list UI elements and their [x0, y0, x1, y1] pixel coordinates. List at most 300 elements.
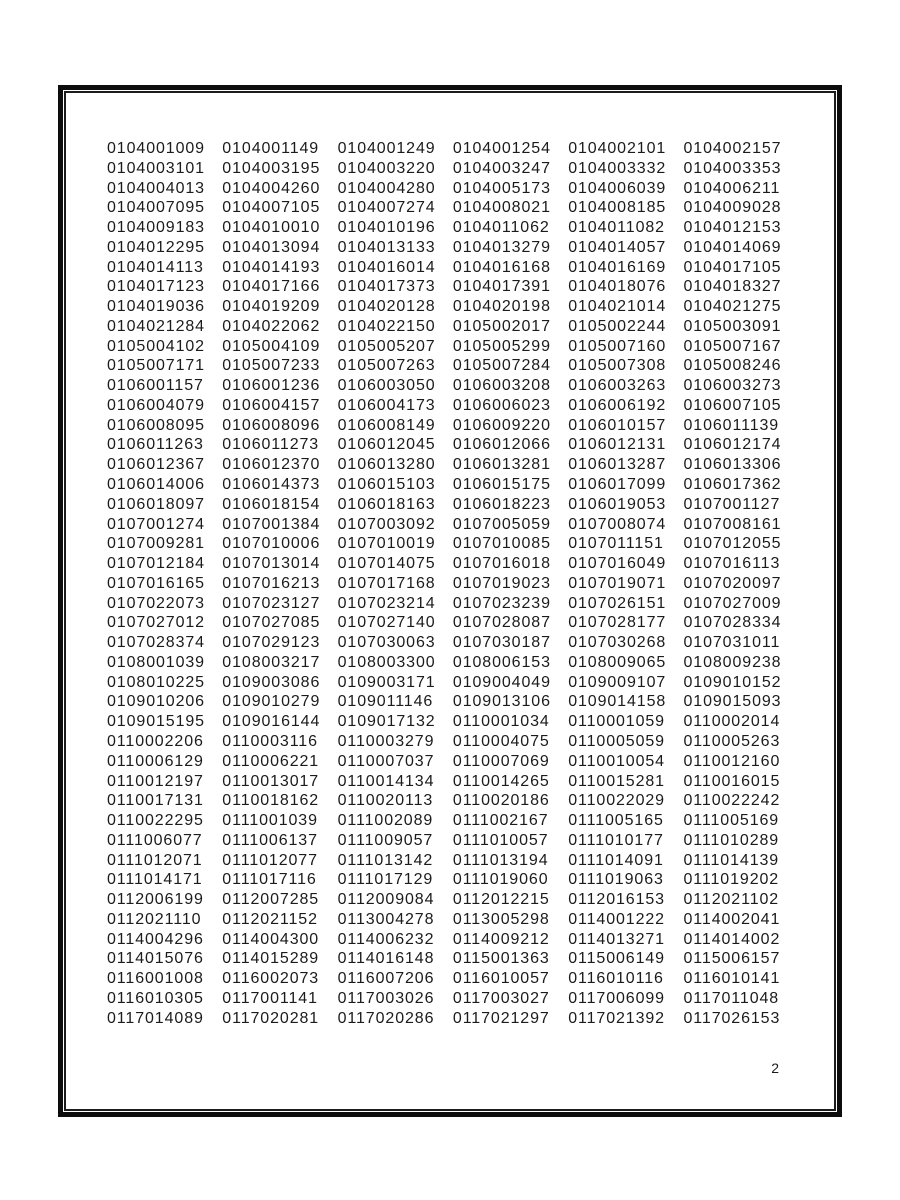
roll-number: 0117021297	[452, 1009, 550, 1027]
roll-number: 0108003217	[222, 653, 321, 671]
roll-number: 0104003101	[107, 159, 205, 177]
roll-number: 0105002244	[568, 317, 667, 335]
roll-number-row	[107, 712, 807, 732]
roll-number: 0106018154	[222, 495, 321, 513]
roll-number: 0110002014	[683, 713, 781, 731]
roll-number: 0110020113	[337, 792, 434, 810]
roll-number: 0106009220	[452, 416, 551, 434]
roll-number: 0107023127	[222, 594, 321, 612]
roll-number: 0110004075	[452, 732, 550, 750]
roll-number: 0114015076	[107, 950, 204, 968]
roll-number: 0111014091	[568, 851, 664, 869]
roll-number: 0109014158	[568, 693, 667, 711]
roll-number: 0104017123	[107, 278, 205, 296]
roll-number: 0111014139	[683, 851, 780, 869]
roll-number: 0111002089	[337, 812, 434, 830]
roll-number: 0104013279	[452, 238, 551, 256]
roll-number: 0110005059	[568, 732, 665, 750]
roll-number: 0110022295	[107, 812, 204, 830]
roll-number-row	[107, 356, 807, 376]
roll-number: 0112021110	[107, 910, 202, 928]
roll-number: 0107028177	[568, 614, 667, 632]
roll-number: 0106004173	[337, 396, 436, 414]
roll-number: 0106008095	[107, 416, 205, 434]
roll-number: 0106013280	[337, 456, 436, 474]
roll-number-row	[107, 435, 807, 455]
roll-number-row	[107, 910, 807, 930]
roll-number: 0109017132	[337, 713, 436, 731]
roll-number: 0104002157	[683, 140, 782, 157]
roll-number: 0114009212	[452, 930, 550, 948]
roll-number: 0107009281	[107, 535, 205, 553]
roll-number: 0107026151	[568, 594, 667, 612]
roll-number: 0104001149	[222, 140, 320, 157]
roll-number: 0104020128	[337, 298, 436, 316]
roll-number: 0106012045	[337, 436, 436, 454]
roll-number: 0105007171	[107, 357, 205, 375]
roll-number: 0105004102	[107, 337, 205, 355]
roll-number: 0109003171	[337, 673, 436, 691]
roll-number: 0105004109	[222, 337, 321, 355]
roll-number: 0111001039	[222, 812, 318, 830]
roll-number: 0114014002	[683, 930, 781, 948]
roll-number: 0104017373	[337, 278, 436, 296]
roll-number: 0105002017	[452, 317, 551, 335]
roll-number-row	[107, 337, 807, 357]
roll-number: 0104010196	[337, 219, 436, 237]
roll-number: 0106014373	[222, 476, 321, 494]
roll-number: 0106006023	[452, 396, 551, 414]
roll-number: 0104017166	[222, 278, 321, 296]
roll-number: 0107019023	[452, 574, 551, 592]
roll-number: 0112016153	[568, 891, 665, 909]
roll-number: 0117021392	[568, 1009, 665, 1027]
roll-number: 0104022150	[337, 317, 436, 335]
roll-number: 0110022242	[683, 792, 781, 810]
roll-number: 0104004013	[107, 179, 205, 197]
roll-number: 0105007233	[222, 357, 321, 375]
roll-number: 0104010010	[222, 219, 321, 237]
roll-number: 0107022073	[107, 594, 205, 612]
roll-number: 0107005059	[452, 515, 551, 533]
roll-number: 0107001274	[107, 515, 205, 533]
roll-number: 0107011151	[568, 535, 664, 553]
roll-number: 0104006211	[683, 179, 781, 197]
roll-number: 0108001039	[107, 653, 205, 671]
roll-number-row	[107, 198, 807, 218]
roll-number: 0104001009	[107, 140, 205, 157]
roll-number-row	[107, 772, 807, 792]
roll-number-row	[107, 376, 807, 396]
roll-number: 0111017116	[222, 871, 317, 889]
roll-number-grid	[107, 139, 807, 1028]
roll-number: 0106012131	[568, 436, 667, 454]
page-border-inner	[64, 91, 836, 1111]
roll-number-row	[107, 673, 807, 693]
roll-number: 0111019063	[568, 871, 664, 889]
roll-number: 0109004049	[452, 673, 551, 691]
roll-number: 0107028087	[452, 614, 551, 632]
roll-number: 0116007206	[337, 970, 435, 988]
roll-number: 0117011048	[683, 989, 780, 1007]
roll-number-row	[107, 416, 807, 436]
roll-number: 0105007263	[337, 357, 436, 375]
roll-number: 0104001249	[337, 140, 436, 157]
roll-number: 0109015093	[683, 693, 782, 711]
roll-number: 0104011082	[568, 219, 665, 237]
roll-number: 0111019060	[452, 871, 549, 889]
roll-number: 0117014089	[107, 1009, 204, 1027]
roll-number: 0104005173	[452, 179, 551, 197]
roll-number: 0111006137	[222, 831, 318, 849]
roll-number: 0104008185	[568, 199, 667, 217]
roll-number: 0107028334	[683, 614, 782, 632]
roll-number: 0115001363	[452, 950, 550, 968]
roll-number: 0107019071	[568, 574, 667, 592]
roll-number-row	[107, 653, 807, 673]
roll-number: 0106013281	[452, 456, 551, 474]
roll-number: 0106001157	[107, 377, 204, 395]
roll-number: 0104002101	[568, 140, 667, 157]
roll-number: 0107030187	[452, 634, 551, 652]
roll-number: 0104018327	[683, 278, 782, 296]
roll-number: 0110012197	[107, 772, 204, 790]
roll-number: 0107027140	[337, 614, 436, 632]
roll-number: 0104014057	[568, 238, 667, 256]
roll-number: 0110013017	[222, 772, 320, 790]
roll-number: 0106015103	[337, 476, 436, 494]
roll-number: 0106015175	[452, 476, 551, 494]
roll-number-row	[107, 277, 807, 297]
roll-number: 0117003026	[337, 989, 435, 1007]
roll-number: 0106011273	[222, 436, 320, 454]
roll-number: 0110006221	[222, 752, 320, 770]
roll-number: 0104003353	[683, 159, 782, 177]
roll-number-row	[107, 613, 807, 633]
roll-number-row	[107, 159, 807, 179]
roll-number: 0104017105	[683, 258, 782, 276]
roll-number-row	[107, 317, 807, 337]
roll-number: 0104009183	[107, 219, 205, 237]
roll-number: 0108010225	[107, 673, 205, 691]
roll-number: 0107016213	[222, 574, 321, 592]
roll-number: 0104019036	[107, 298, 205, 316]
roll-number-row	[107, 495, 807, 515]
roll-number: 0109011146	[337, 693, 434, 711]
roll-number: 0111012071	[107, 851, 203, 869]
roll-number: 0110015281	[568, 772, 665, 790]
roll-number: 0108006153	[452, 653, 551, 671]
roll-number: 0104014069	[683, 238, 782, 256]
roll-number: 0114006232	[337, 930, 435, 948]
roll-number: 0107010006	[222, 535, 321, 553]
roll-number: 0106011139	[683, 416, 780, 434]
roll-number: 0114016148	[337, 950, 435, 968]
roll-number: 0106012174	[683, 436, 782, 454]
roll-number: 0114002041	[683, 910, 781, 928]
roll-number: 0110020186	[452, 792, 550, 810]
roll-number-row	[107, 297, 807, 317]
roll-number: 0104004280	[337, 179, 436, 197]
roll-number: 0114004300	[222, 930, 320, 948]
roll-number: 0106013306	[683, 456, 782, 474]
roll-number: 0117001141	[222, 989, 318, 1007]
roll-number: 0104003220	[337, 159, 436, 177]
roll-number-row	[107, 238, 807, 258]
roll-number-row	[107, 396, 807, 416]
roll-number: 0107012055	[683, 535, 782, 553]
roll-number: 0116001008	[107, 970, 204, 988]
roll-number: 0107003092	[337, 515, 436, 533]
roll-number: 0110022029	[568, 792, 665, 810]
roll-number: 0107017168	[337, 574, 436, 592]
roll-number: 0106003050	[337, 377, 436, 395]
roll-number-row	[107, 139, 807, 159]
roll-number-row	[107, 258, 807, 278]
roll-number: 0107010019	[337, 535, 436, 553]
roll-number: 0107027085	[222, 614, 321, 632]
roll-number: 0107016165	[107, 574, 205, 592]
roll-number: 0109010152	[683, 673, 782, 691]
roll-number: 0107014075	[337, 555, 436, 573]
roll-number: 0109010206	[107, 693, 205, 711]
roll-number: 0111009057	[337, 831, 434, 849]
roll-number-row	[107, 791, 807, 811]
roll-number: 0106013287	[568, 456, 667, 474]
roll-number: 0109015195	[107, 713, 205, 731]
roll-number: 0110014265	[452, 772, 550, 790]
roll-number: 0107008074	[568, 515, 667, 533]
roll-number: 0111019202	[683, 871, 780, 889]
roll-number-row	[107, 851, 807, 871]
roll-number: 0108009065	[568, 653, 667, 671]
roll-number: 0106012066	[452, 436, 551, 454]
roll-number-row	[107, 870, 807, 890]
roll-number: 0104019209	[222, 298, 321, 316]
roll-number: 0111010289	[683, 831, 780, 849]
roll-number-row	[107, 752, 807, 772]
roll-number-row	[107, 831, 807, 851]
roll-number-row	[107, 732, 807, 752]
roll-number: 0107020097	[683, 574, 782, 592]
roll-number: 0106012370	[222, 456, 321, 474]
roll-number: 0117020281	[222, 1009, 320, 1027]
roll-number: 0110002206	[107, 732, 204, 750]
roll-number: 0107030063	[337, 634, 436, 652]
roll-number: 0109010279	[222, 693, 321, 711]
roll-number-row	[107, 574, 807, 594]
roll-number: 0110016015	[683, 772, 781, 790]
roll-number: 0106011263	[107, 436, 204, 454]
roll-number: 0104014193	[222, 258, 321, 276]
roll-number: 0106001236	[222, 377, 321, 395]
roll-number: 0106004157	[222, 396, 321, 414]
roll-number: 0114001222	[568, 910, 665, 928]
roll-number: 0107013014	[222, 555, 321, 573]
roll-number: 0106017099	[568, 476, 667, 494]
roll-number: 0106006192	[568, 396, 667, 414]
roll-number: 0104016169	[568, 258, 667, 276]
roll-number: 0114015289	[222, 950, 320, 968]
roll-number-row	[107, 969, 807, 989]
roll-number: 0109016144	[222, 713, 321, 731]
roll-number-row	[107, 949, 807, 969]
roll-number: 0107016049	[568, 555, 667, 573]
roll-number: 0104016014	[337, 258, 436, 276]
roll-number: 0117020286	[337, 1009, 435, 1027]
roll-number: 0107028374	[107, 634, 205, 652]
roll-number: 0111013194	[452, 851, 549, 869]
roll-number: 0104007095	[107, 199, 205, 217]
roll-number-row	[107, 455, 807, 475]
roll-number: 0104003332	[568, 159, 667, 177]
roll-number: 0107001384	[222, 515, 321, 533]
roll-number: 0104018076	[568, 278, 667, 296]
roll-number: 0111010057	[452, 831, 549, 849]
roll-number-row	[107, 811, 807, 831]
roll-number-row	[107, 534, 807, 554]
roll-number: 0104009028	[683, 199, 782, 217]
page-border-outer	[58, 85, 842, 1117]
roll-number: 0114004296	[107, 930, 204, 948]
roll-number: 0106010157	[568, 416, 667, 434]
roll-number: 0104016168	[452, 258, 551, 276]
roll-number: 0111014171	[107, 871, 203, 889]
roll-number: 0112021102	[683, 891, 780, 909]
roll-number: 0109009107	[568, 673, 667, 691]
roll-number: 0115006149	[568, 950, 665, 968]
roll-number: 0110007037	[337, 752, 435, 770]
roll-number: 0113005298	[452, 910, 550, 928]
roll-number: 0106004079	[107, 396, 205, 414]
roll-number: 0112012215	[452, 891, 550, 909]
roll-number: 0116002073	[222, 970, 320, 988]
roll-number: 0107010085	[452, 535, 551, 553]
roll-number: 0109003086	[222, 673, 321, 691]
roll-number: 0105005207	[337, 337, 436, 355]
roll-number: 0110018162	[222, 792, 320, 810]
roll-number: 0110007069	[452, 752, 550, 770]
roll-number: 0107030268	[568, 634, 667, 652]
roll-number: 0112006199	[107, 891, 204, 909]
roll-number: 0106003263	[568, 377, 667, 395]
roll-number: 0104007274	[337, 199, 436, 217]
roll-number: 0107029123	[222, 634, 321, 652]
roll-number: 0110006129	[107, 752, 204, 770]
roll-number: 0105007284	[452, 357, 551, 375]
roll-number: 0110012160	[683, 752, 781, 770]
roll-number-row	[107, 179, 807, 199]
roll-number: 0104021275	[683, 298, 782, 316]
roll-number: 0106018163	[337, 495, 436, 513]
roll-number: 0104011062	[452, 219, 550, 237]
roll-number: 0107008161	[683, 515, 782, 533]
roll-number: 0107016113	[683, 555, 781, 573]
roll-number: 0104004260	[222, 179, 321, 197]
roll-number-row	[107, 218, 807, 238]
roll-number-row	[107, 633, 807, 653]
roll-number: 0106018097	[107, 495, 205, 513]
roll-number-row	[107, 515, 807, 535]
roll-number: 0110001034	[452, 713, 550, 731]
roll-number: 0107023214	[337, 594, 436, 612]
roll-number: 0106003273	[683, 377, 782, 395]
roll-number: 0111010177	[568, 831, 664, 849]
roll-number: 0111017129	[337, 871, 434, 889]
roll-number: 0107016018	[452, 555, 551, 573]
roll-number: 0104020198	[452, 298, 551, 316]
roll-number: 0105003091	[683, 317, 782, 335]
roll-number-row	[107, 475, 807, 495]
roll-number: 0107001127	[683, 495, 781, 513]
roll-number: 0117003027	[452, 989, 550, 1007]
roll-number: 0107027012	[107, 614, 205, 632]
roll-number: 0116010057	[452, 970, 550, 988]
roll-number: 0104012153	[683, 219, 782, 237]
roll-number: 0104001254	[452, 140, 551, 157]
roll-number-row	[107, 692, 807, 712]
roll-number: 0104007105	[222, 199, 321, 217]
roll-number: 0116010116	[568, 970, 664, 988]
roll-number: 0112007285	[222, 891, 320, 909]
roll-number: 0104021014	[568, 298, 667, 316]
roll-number: 0116010305	[107, 989, 204, 1007]
roll-number: 0111005169	[683, 812, 780, 830]
roll-number: 0106018223	[452, 495, 551, 513]
roll-number: 0117006099	[568, 989, 665, 1007]
roll-number: 0116010141	[683, 970, 781, 988]
roll-number: 0104017391	[452, 278, 551, 296]
roll-number: 0106019053	[568, 495, 667, 513]
roll-number: 0107027009	[683, 594, 782, 612]
roll-number: 0106003208	[452, 377, 551, 395]
roll-number: 0110001059	[568, 713, 665, 731]
roll-number: 0104013133	[337, 238, 436, 256]
roll-number-row	[107, 594, 807, 614]
roll-number: 0106012367	[107, 456, 205, 474]
roll-number: 0110003116	[222, 732, 318, 750]
roll-number: 0107012184	[107, 555, 205, 573]
roll-number: 0114013271	[568, 930, 665, 948]
roll-number-row	[107, 930, 807, 950]
roll-number: 0104003195	[222, 159, 321, 177]
roll-number: 0112009084	[337, 891, 435, 909]
roll-number: 0104013094	[222, 238, 321, 256]
roll-number: 0107031011	[683, 634, 781, 652]
roll-number: 0104014113	[107, 258, 204, 276]
roll-number: 0111005165	[568, 812, 664, 830]
roll-number: 0106008096	[222, 416, 321, 434]
roll-number: 0106017362	[683, 476, 782, 494]
roll-number: 0113004278	[337, 910, 435, 928]
roll-number: 0104008021	[452, 199, 551, 217]
roll-number: 0109013106	[452, 693, 551, 711]
roll-number: 0115006157	[683, 950, 781, 968]
roll-number: 0107023239	[452, 594, 551, 612]
roll-number: 0106008149	[337, 416, 436, 434]
roll-number-row	[107, 554, 807, 574]
roll-number: 0117026153	[683, 1009, 781, 1027]
roll-number: 0104003247	[452, 159, 551, 177]
roll-number: 0105007160	[568, 337, 667, 355]
roll-number-row	[107, 989, 807, 1009]
roll-number: 0106007105	[683, 396, 782, 414]
roll-number: 0108003300	[337, 653, 436, 671]
roll-number: 0111006077	[107, 831, 203, 849]
roll-number: 0104006039	[568, 179, 667, 197]
roll-number: 0111002167	[452, 812, 549, 830]
roll-number: 0108009238	[683, 653, 782, 671]
